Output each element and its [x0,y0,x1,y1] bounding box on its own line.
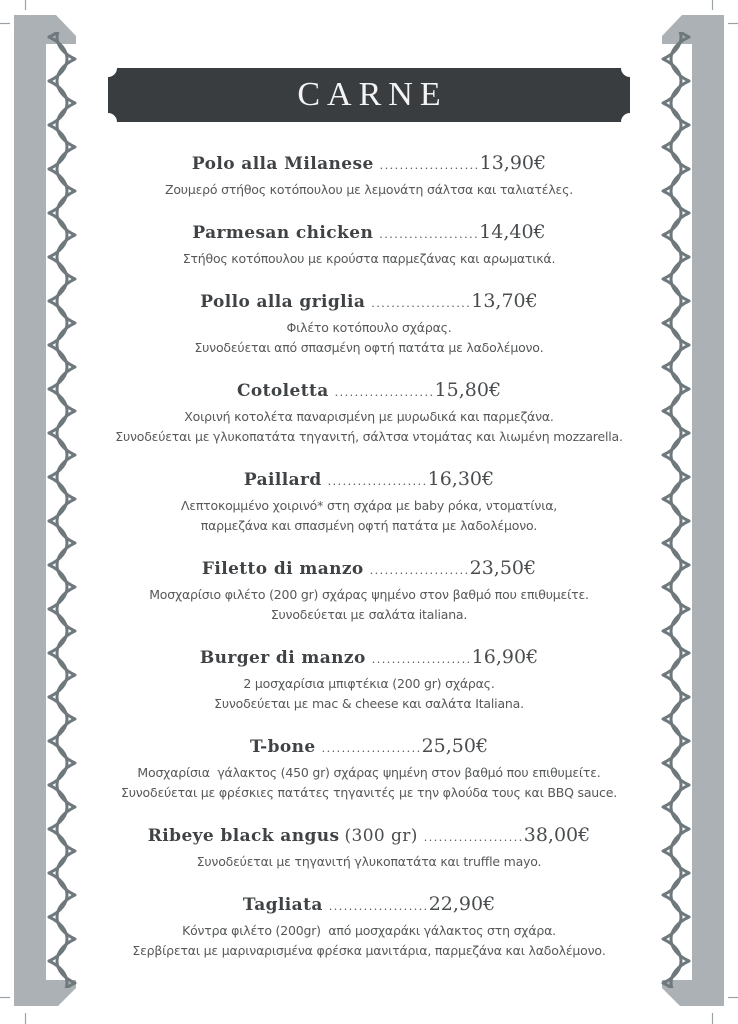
menu-item-title-row [49,646,689,671]
menu-item-title-row [49,824,689,849]
menu-item-title-row [49,221,689,246]
item-descriptions [49,674,689,714]
menu-item-price: 22,90€ [428,893,496,915]
section-banner [108,68,630,122]
item-description-line: 2 μοσχαρίσια μπιφτέκια (200 gr) σχάρας. [243,676,495,691]
menu-item-name: Burger di manzo [199,648,366,668]
item-description-line: Συνοδεύεται από σπασμένη οφτή πατάτα με λαδολέμονο. [194,340,544,355]
item-description-line: Σερβίρεται με μαριναρισμένα φρέσκα μανιτάρια, παρμεζάνα και λαδολέμονο. [132,943,606,958]
dot-leader: .................... [328,900,429,913]
item-descriptions [49,318,689,358]
menu-item-price: 14,40€ [479,221,546,243]
item-descriptions [49,763,689,803]
menu-item-price: 16,30€ [427,468,495,490]
dot-leader: .................... [371,297,472,310]
menu-item-name: Tagliata [242,895,323,915]
menu-item-title-row [49,557,689,582]
menu-item [49,152,689,200]
item-description-line: Μοσχαρίσιο φιλέτο (200 gr) σχάρας ψημένο στον βαθμό που επιθυμείτε. [149,587,589,602]
item-descriptions [49,496,689,536]
item-description-line: Συνοδεύεται με φρέσκιες πατάτες τηγανιτές με την φλούδα τους και BBQ sauce. [121,785,617,800]
menu-item-name: Parmesan chicken [192,223,374,243]
item-descriptions [49,407,689,447]
dot-leader: .................... [327,475,428,488]
rope-border-left-icon [0,0,90,1024]
item-descriptions [49,921,689,961]
item-descriptions [49,249,689,269]
menu-item [49,735,689,803]
item-description-line: παρμεζάνα και σπασμένη οφτή πατάτα με λαδολέμονο. [200,518,538,533]
menu-item-name: Ribeye black angus [147,826,340,846]
menu-item-price: 38,00€ [523,824,591,846]
item-descriptions [49,852,689,872]
menu-item-name: Polo alla Milanese [191,154,374,174]
menu-item [49,290,689,358]
menu-item [49,221,689,269]
item-description-line: Συνοδεύεται με σαλάτα italiana. [270,607,468,622]
menu-item-title-row [49,893,689,918]
menu-item-price: 23,50€ [469,557,537,579]
menu-item-title-row [49,290,689,315]
section-title: CARNE [297,76,448,113]
dot-leader: .................... [369,564,470,577]
item-description-line: Συνοδεύεται με γλυκοπατάτα τηγανιτή, σάλτσα ντομάτας και λιωμένη mozzarella. [115,429,623,444]
menu-item [49,379,689,447]
dot-leader: .................... [379,228,480,241]
menu-item-title-row [49,152,689,177]
dot-leader: .................... [371,653,472,666]
item-descriptions [49,585,689,625]
menu-item-title-row [49,379,689,404]
menu-item-name: Cotoletta [236,381,329,401]
menu-item [49,824,689,872]
item-description-line: Συνοδεύεται με τηγανιτή γλυκοπατάτα και truffle mayo. [196,854,542,869]
dot-leader: .................... [334,386,435,399]
item-description-line: Λεπτοκομμένο χοιρινό* στη σχάρα με baby ρόκα, ντοματίνια, [180,498,558,513]
menu-item-title-row [49,735,689,760]
menu-item-portion: (300 gr) [344,826,418,846]
menu-item [49,893,689,961]
menu-item-name: T-bone [249,737,316,757]
menu-item [49,646,689,714]
item-description-line: Ζουμερό στήθος κοτόπουλου με λεμονάτη σάλτσα και ταλιατέλες. [164,182,574,197]
item-descriptions [49,180,689,200]
dot-leader: .................... [423,831,524,844]
menu-item-price: 15,80€ [434,379,502,401]
menu-item-name: Paillard [243,470,322,490]
menu-item-name: Filetto di manzo [201,559,364,579]
menu-item [49,557,689,625]
menu-item-price: 25,50€ [421,735,489,757]
item-description-line: Συνοδεύεται με mac & cheese και σαλάτα Italiana. [214,696,524,711]
menu-item-name: Pollo alla griglia [200,292,366,312]
menu-item-price: 13,90€ [479,152,547,174]
item-description-line: Στήθος κοτόπουλου με κρούστα παρμεζάνας και αρωματικά. [182,251,556,266]
item-description-line: Κόντρα φιλέτο (200gr) από μοσχαράκι γάλακτος στη σχάρα. [182,923,556,938]
rope-border-right-icon [648,0,738,1024]
item-description-line: Φιλέτο κοτόπουλο σχάρας. [286,320,452,335]
dot-leader: .................... [321,742,422,755]
item-description-line: Μοσχαρίσια γάλακτος (450 gr) σχάρας ψημένη στον βαθμό που επιθυμείτε. [137,765,601,780]
menu-item-price: 13,70€ [471,290,538,312]
menu-items-list [49,122,689,961]
dot-leader: .................... [379,159,480,172]
menu-item-title-row [49,468,689,493]
menu-item [49,468,689,536]
item-description-line: Χοιρινή κοτολέτα παναρισμένη με μυρωδικά και παρμεζάνα. [184,409,554,424]
menu-item-price: 16,90€ [471,646,539,668]
